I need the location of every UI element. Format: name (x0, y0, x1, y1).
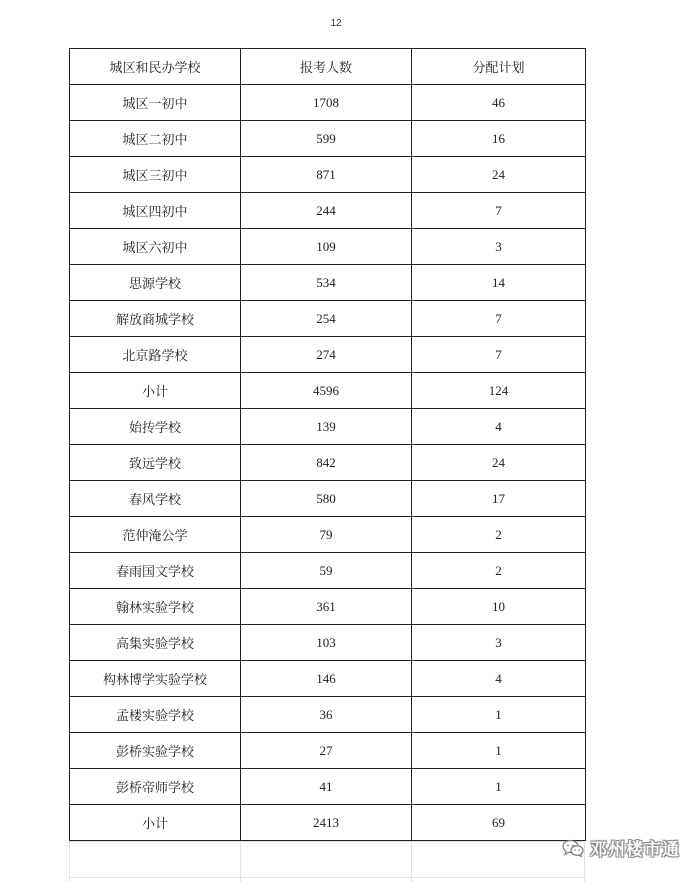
cell-applicants: 534 (241, 265, 412, 301)
cell-applicants: 244 (241, 193, 412, 229)
cell-school: 范仲淹公学 (70, 517, 241, 553)
table-header-row (70, 49, 586, 85)
cell-school: 孟楼实验学校 (70, 697, 241, 733)
column-header-quota: 分配计划 (412, 49, 586, 85)
cell-quota: 1 (412, 733, 586, 769)
cell-quota: 2 (412, 517, 586, 553)
table-row (70, 445, 586, 481)
cell-applicants: 36 (241, 697, 412, 733)
cell-school: 翰林实验学校 (70, 589, 241, 625)
cell-quota: 7 (412, 193, 586, 229)
cell-school: 彭桥帝师学校 (70, 769, 241, 805)
cell-quota: 46 (412, 85, 586, 121)
page-number: 12 (330, 18, 342, 29)
cell-quota: 124 (412, 373, 586, 409)
table-row (70, 337, 586, 373)
table-row (70, 193, 586, 229)
table-row (70, 121, 586, 157)
cell-school: 小计 (70, 805, 241, 841)
cell-applicants: 361 (241, 589, 412, 625)
cell-applicants: 103 (241, 625, 412, 661)
table-row (70, 589, 586, 625)
table-continuation (69, 841, 585, 882)
table-row (70, 553, 586, 589)
cell-quota: 4 (412, 409, 586, 445)
column-header-school: 城区和民办学校 (70, 49, 241, 85)
table-row (70, 229, 586, 265)
cell-quota: 1 (412, 769, 586, 805)
table-row (70, 733, 586, 769)
cell-quota: 14 (412, 265, 586, 301)
cell-school: 高集实验学校 (70, 625, 241, 661)
cell-school: 北京路学校 (70, 337, 241, 373)
cell-quota: 69 (412, 805, 586, 841)
table-row (70, 697, 586, 733)
table-row (70, 625, 586, 661)
cell-school: 春风学校 (70, 481, 241, 517)
table-row (70, 265, 586, 301)
table-row (70, 769, 586, 805)
cell-quota: 24 (412, 445, 586, 481)
cell-quota: 16 (412, 121, 586, 157)
table-row (70, 85, 586, 121)
cell-applicants: 580 (241, 481, 412, 517)
cell-quota: 24 (412, 157, 586, 193)
cell-school: 春雨国文学校 (70, 553, 241, 589)
cell-quota: 17 (412, 481, 586, 517)
cell-quota: 7 (412, 301, 586, 337)
cell-applicants: 41 (241, 769, 412, 805)
cell-school: 城区一初中 (70, 85, 241, 121)
cell-applicants: 254 (241, 301, 412, 337)
cell-applicants: 27 (241, 733, 412, 769)
cell-school: 小计 (70, 373, 241, 409)
table-row (70, 481, 586, 517)
watermark (562, 835, 680, 860)
cell-applicants: 109 (241, 229, 412, 265)
cell-quota: 2 (412, 553, 586, 589)
cell-school: 致远学校 (70, 445, 241, 481)
cell-applicants: 139 (241, 409, 412, 445)
table-row (70, 517, 586, 553)
cell-quota: 4 (412, 661, 586, 697)
table-row (70, 661, 586, 697)
cell-school: 解放商城学校 (70, 301, 241, 337)
table-row (70, 301, 586, 337)
data-table (69, 48, 586, 841)
cell-applicants: 59 (241, 553, 412, 589)
cell-quota: 3 (412, 625, 586, 661)
table-row (70, 805, 586, 841)
cell-quota: 3 (412, 229, 586, 265)
table-row (70, 373, 586, 409)
column-header-applicants: 报考人数 (241, 49, 412, 85)
cell-applicants: 1708 (241, 85, 412, 121)
cell-applicants: 599 (241, 121, 412, 157)
cell-school: 思源学校 (70, 265, 241, 301)
cell-applicants: 4596 (241, 373, 412, 409)
table-row (70, 157, 586, 193)
cell-quota: 7 (412, 337, 586, 373)
wechat-icon (562, 839, 584, 857)
cell-quota: 10 (412, 589, 586, 625)
cell-school: 城区二初中 (70, 121, 241, 157)
cell-applicants: 842 (241, 445, 412, 481)
cell-school: 始抟学校 (70, 409, 241, 445)
watermark-text: 邓州楼市通 (590, 840, 680, 860)
cell-school: 城区四初中 (70, 193, 241, 229)
table-body (70, 85, 586, 841)
cell-applicants: 79 (241, 517, 412, 553)
cell-school: 构林博学实验学校 (70, 661, 241, 697)
cell-school: 城区六初中 (70, 229, 241, 265)
table-row (70, 409, 586, 445)
cell-quota: 1 (412, 697, 586, 733)
cell-applicants: 871 (241, 157, 412, 193)
cell-school: 城区三初中 (70, 157, 241, 193)
cell-school: 彭桥实验学校 (70, 733, 241, 769)
cell-applicants: 146 (241, 661, 412, 697)
cell-applicants: 274 (241, 337, 412, 373)
cell-applicants: 2413 (241, 805, 412, 841)
